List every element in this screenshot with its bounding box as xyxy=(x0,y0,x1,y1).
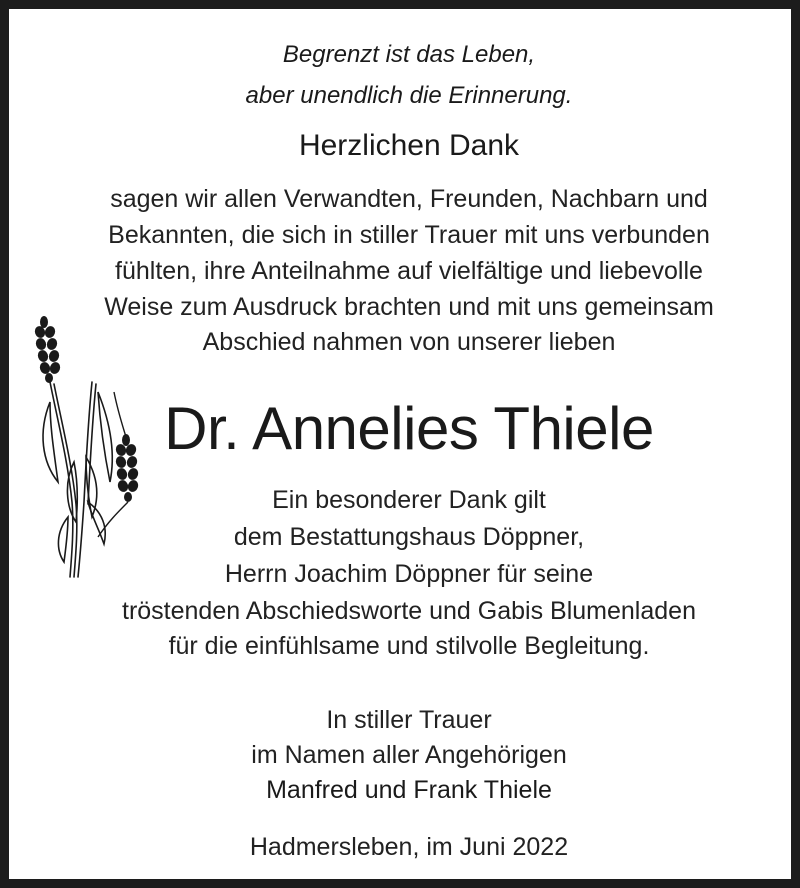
thanks-line-1: sagen wir allen Verwandten, Freunden, Nachbarn und xyxy=(110,185,708,213)
thanks-line-2: Bekannten, die sich in stiller Trauer mit uns verbunden xyxy=(108,221,710,249)
special-thanks-line-5: für die einfühlsame und stilvolle Begleitung. xyxy=(168,632,650,660)
motto-line-2: aber unendlich die Erinnerung. xyxy=(245,82,573,109)
deceased-name: Dr. Annelies Thiele xyxy=(164,395,654,462)
thanks-line-5: Abschied nahmen von unserer lieben xyxy=(202,328,616,356)
signature-line-2: im Namen aller Angehörigen xyxy=(251,741,567,769)
special-thanks-line-4: tröstenden Abschiedsworte und Gabis Blumenladen xyxy=(122,597,696,625)
wheat-ears-icon xyxy=(28,312,148,582)
place-date: Hadmersleben, im Juni 2022 xyxy=(249,833,569,861)
motto-line-1: Begrenzt ist das Leben, xyxy=(282,41,536,68)
signature-names: Manfred und Frank Thiele xyxy=(266,776,552,804)
special-thanks-line-1: Ein besonderer Dank gilt xyxy=(272,486,546,514)
special-thanks-line-2: dem Bestattungshaus Döppner, xyxy=(233,523,585,551)
signature-line-1: In stiller Trauer xyxy=(326,706,492,734)
heading: Herzlichen Dank xyxy=(298,129,520,162)
thanks-line-3: fühlten, ihre Anteilnahme auf vielfältige und liebevolle xyxy=(115,257,703,285)
special-thanks-line-3: Herrn Joachim Döppner für seine xyxy=(224,560,594,588)
thanks-line-4: Weise zum Ausdruck brachten und mit uns gemeinsam xyxy=(104,293,714,321)
